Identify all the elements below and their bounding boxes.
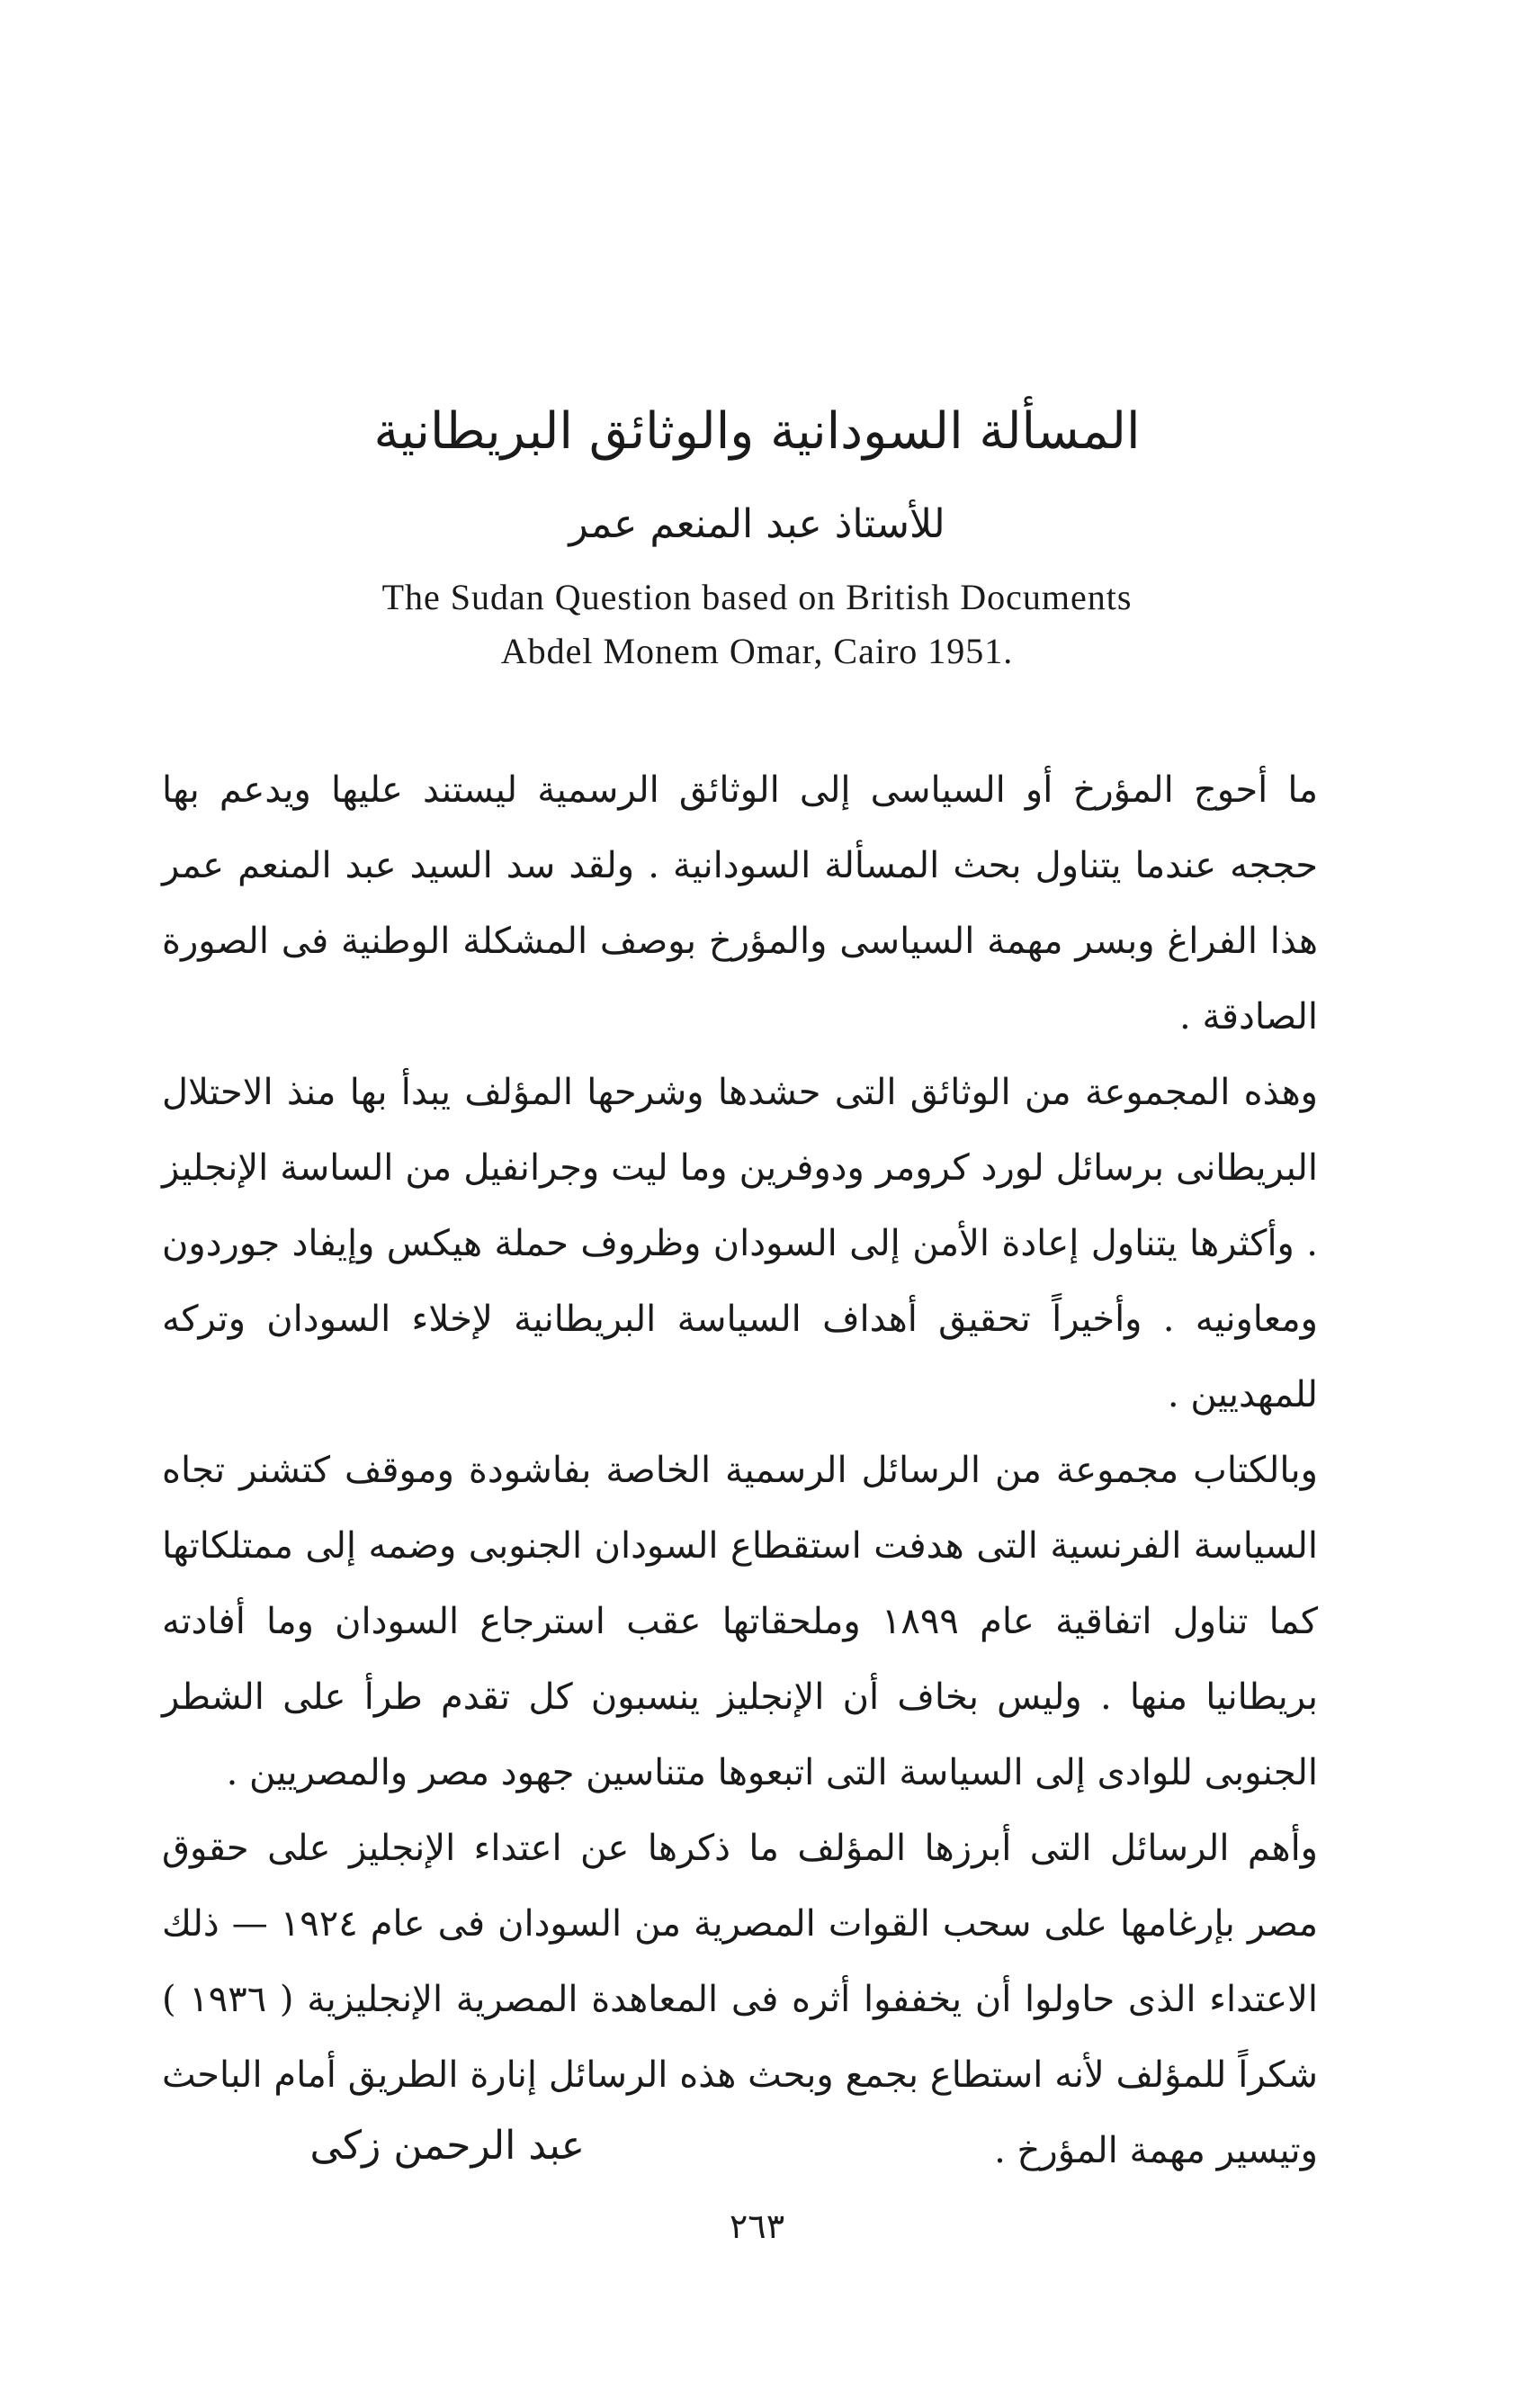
review-body — [162, 752, 1318, 2188]
arabic-title: المسألة السودانية والوثائق البريطانية — [373, 402, 1141, 461]
english-title: The Sudan Question based on British Documents — [381, 577, 1133, 617]
page-number: ٢٦٣ — [729, 2206, 785, 2246]
arabic-author-line: للأستاذ عبد المنعم عمر — [569, 501, 945, 547]
paragraph-3: وبالكتاب مجموعة من الرسائل الرسمية الخاصة بفاشودة وموقف كتشنر تجاه السياسة الفرنسية التى هدفت استقطاع السودان الجنوبى وضمه إلى ممتلكاتها كما تناول اتفاقية عام ١٨٩٩ وملحقاتها عقب استرجاع السودان وما أفادته بريطانيا منها . وليس بخاف أن الإنجليز ينسبون كل تقدم طرأ على الشطر الجنوبى للوادى إلى السياسة التى اتبعوها متناسين جهود مصر والمصريين . — [162, 1450, 1319, 1793]
paragraph-4: وأهم الرسائل التى أبرزها المؤلف ما ذكرها عن اعتداء الإنجليز على حقوق مصر بإرغامها على سحب القوات المصرية من السودان فى عام ١٩٢٤ — ذلك الاعتداء الذى حاولوا أن يخففوا أثره فى المعاهدة المصرية الإنجليزية ( ١٩٣٦ ) شكراً للمؤلف لأنه استطاع بجمع وبحث هذه الرسائل إنارة الطريق أمام الباحث وتيسير مهمة المؤرخ . — [162, 1828, 1318, 2171]
reviewer-signature: عبد الرحمن زكى — [309, 2123, 585, 2169]
paragraph-2: وهذه المجموعة من الوثائق التى حشدها وشرحها المؤلف يبدأ بها منذ الاحتلال البريطانى برسائل لورد كرومر ودوفرين وما ليت وجرانفيل من الساسة الإنجليز . وأكثرها يتناول إعادة الأمن إلى السودان وظروف حملة هيكس وإيفاد جوردون ومعاونيه . وأخيراً تحقيق أهداف السياسة البريطانية لإخلاء السودان وتركه للمهديين . — [162, 1072, 1318, 1415]
english-author-line: Abdel Monem Omar, Cairo 1951. — [500, 631, 1014, 671]
paragraph-1: ما أحوج المؤرخ أو السياسى إلى الوثائق الرسمية ليستند عليها ويدعم بها حججه عندما يتناول بحث المسألة السودانية . ولقد سد السيد عبد المنعم عمر هذا الفراغ وبسر مهمة السياسى والمؤرخ بوصف المشكلة الوطنية فى الصورة الصادقة . — [162, 769, 1318, 1038]
